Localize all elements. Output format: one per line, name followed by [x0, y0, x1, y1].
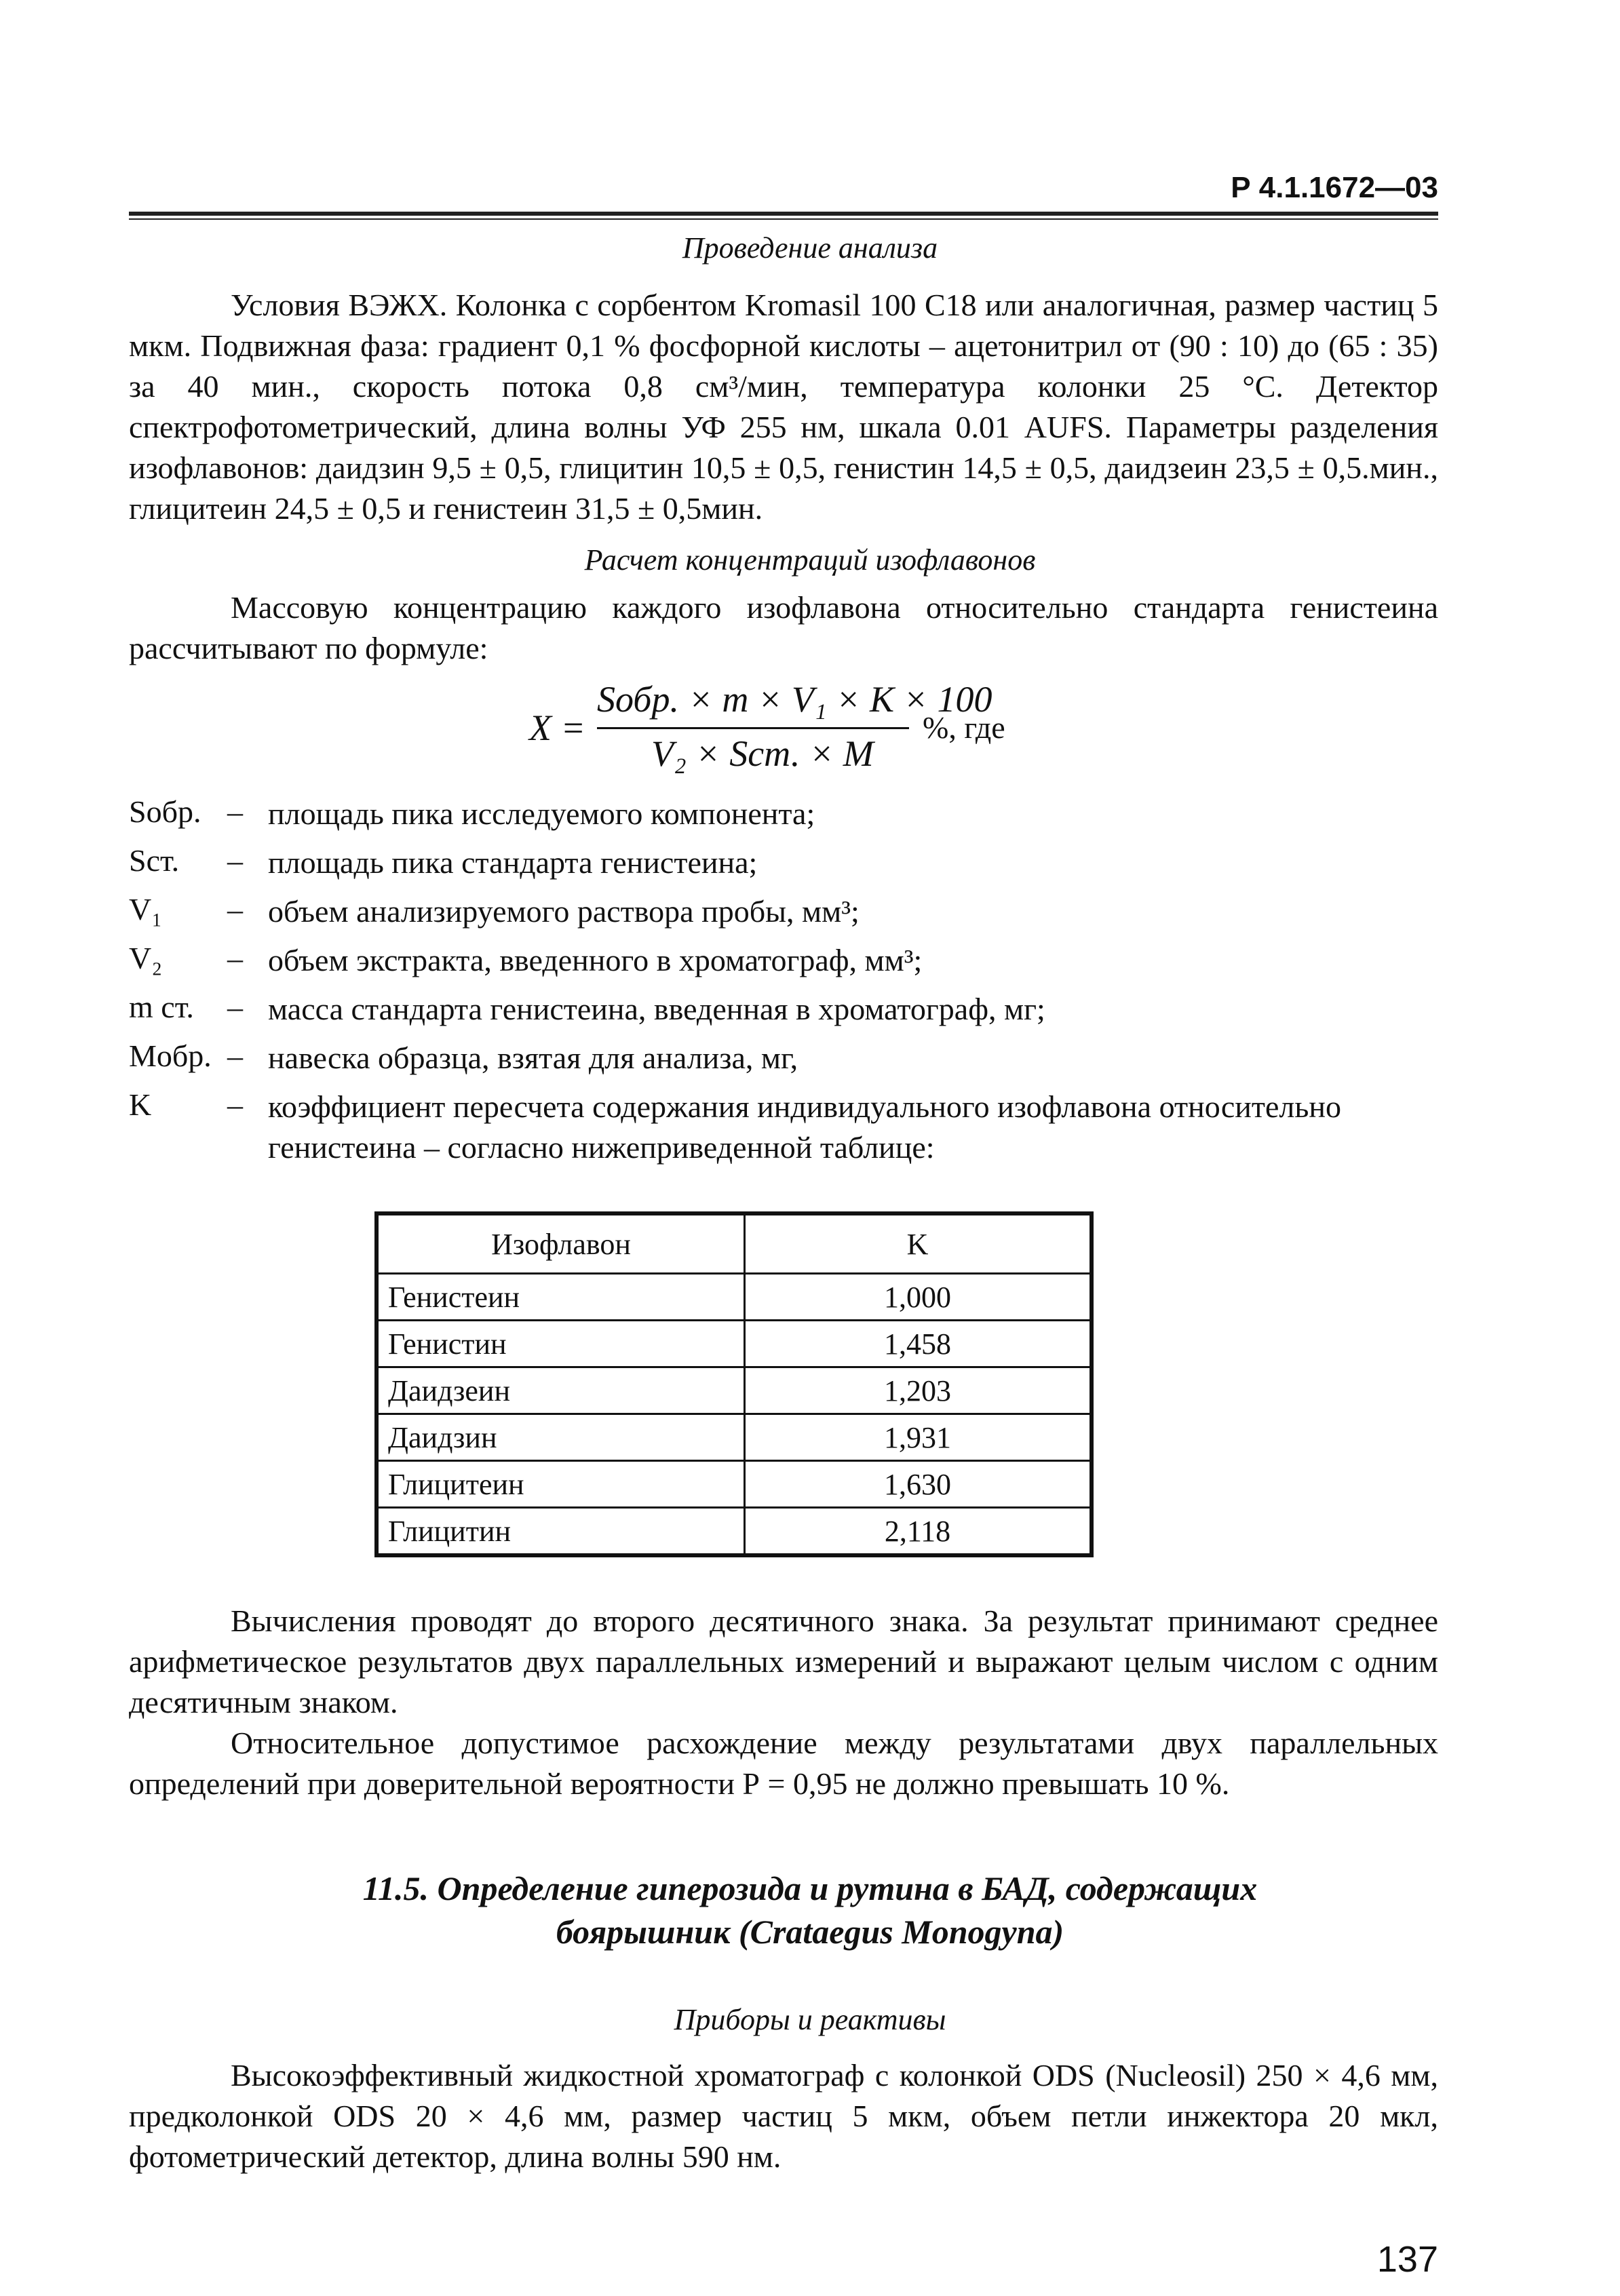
definition-dash: – [227, 892, 243, 927]
table-cell-value: 1,630 [745, 1461, 1092, 1508]
table-cell-value: 1,931 [745, 1414, 1092, 1461]
analysis-paragraph: Условия ВЭЖХ. Колонка с сорбентом Kromasil 100 C18 или аналогичная, размер частиц 5 мкм. Подвижная фаза: градиент 0,1 % фосфорной кислоты – ацетонитрил от (90 : 10) до (65 : 35) за 40 мин., скорость потока 0,8 см³/мин, температура колонки 25 °С. Детектор спектрофотометрический, длина волны УФ 255 нм, шкала 0.01 AUFS. Параметры разделения изофлавонов: даидзин 9,5 ± 0,5, глицитин 10,5 ± 0,5, генистин 14,5 ± 0,5, даидзеин 23,5 ± 0,5.мин., глицитеин 24,5 ± 0,5 и генистеин 31,5 ± 0,5мин. [129, 288, 1438, 526]
table-cell-name: Глицитин [377, 1508, 745, 1556]
formula-lhs: X = [529, 707, 585, 748]
definition-dash: – [227, 941, 243, 975]
column-header-k: K [745, 1213, 1092, 1274]
coefficient-table [374, 1211, 1094, 1557]
table-row [377, 1461, 1092, 1508]
definition-text: объем экстракта, введенного в хроматограф, мм³; [268, 943, 923, 977]
definition-symbol: Mобр. [129, 1038, 212, 1073]
definition-symbol: Sобр. [129, 794, 201, 829]
header-rule-thick [129, 212, 1438, 216]
table-cell-value: 1,000 [745, 1274, 1092, 1321]
definition-item [129, 989, 1438, 1038]
formula-numerator: Sобр. × m × V₁ × K × 100 [597, 679, 992, 720]
definition-symbol: Sст. [129, 843, 180, 878]
table-cell-name: Генистин [377, 1321, 745, 1367]
table-cell-value: 1,458 [745, 1321, 1092, 1367]
table-cell-name: Даидзеин [377, 1367, 745, 1414]
definition-item [129, 940, 1438, 989]
table-cell-value: 1,203 [745, 1367, 1092, 1414]
table-row [377, 1508, 1092, 1556]
table-cell-name: Даидзин [377, 1414, 745, 1461]
table-row [377, 1321, 1092, 1367]
definition-symbol: m ст. [129, 990, 194, 1024]
formula-denominator: V₂ × Sст. × M [651, 733, 874, 774]
instruments-paragraph: Высокоэффективный жидкостной хроматограф с колонкой ODS (Nucleosil) 250 × 4,6 мм, предколонкой ODS 20 × 4,6 мм, размер частиц 5 мкм, объем петли инжектора 20 мкл, фотометрический детектор, длина волны 590 нм. [129, 2058, 1438, 2174]
table-cell-name: Генистеин [377, 1274, 745, 1321]
calc-precision-paragraph: Вычисления проводят до второго десятичного знака. За результат принимают среднее арифметическое результатов двух параллельных измерений и выражают целым числом с одним десятичным знаком. [129, 1603, 1438, 1719]
definition-text: объем анализируемого раствора пробы, мм³; [268, 894, 860, 929]
definition-text: площадь пика стандарта генистеина; [268, 845, 758, 880]
definition-dash: – [227, 1038, 243, 1073]
section-title-line1: 11.5. Определение гиперозида и рутина в БАД, содержащих [362, 1869, 1258, 1907]
table-row [377, 1414, 1092, 1461]
definitions-list [129, 794, 1438, 1175]
section-title-line2: боярышник (Crataegus Monogупа) [556, 1913, 1064, 1951]
fraction-bar [597, 727, 909, 729]
instruments-heading: Приборы и реактивы [674, 2003, 946, 2036]
definition-item [129, 1038, 1438, 1087]
calc-intro: Массовую концентрацию каждого изофлавона относительно стандарта генистеина рассчитывают по формуле: [129, 590, 1438, 665]
definition-symbol: V₂ [129, 941, 163, 975]
definition-item [129, 842, 1438, 891]
definition-dash: – [227, 1087, 243, 1122]
definition-text: навеска образца, взятая для анализа, мг, [268, 1040, 798, 1075]
definition-item [129, 891, 1438, 940]
definition-text: масса стандарта генистеина, введенная в хроматограф, мг; [268, 992, 1045, 1026]
table-cell-name: Глицитеин [377, 1461, 745, 1508]
definition-symbol: K [129, 1087, 152, 1122]
header-rule-thin [129, 218, 1438, 220]
document-code: Р 4.1.1672—03 [1231, 171, 1438, 204]
definition-dash: – [227, 794, 243, 829]
column-header-isoflavone: Изофлавон [377, 1213, 745, 1274]
definition-symbol: V₁ [129, 892, 163, 927]
analysis-heading: Проведение анализа [682, 231, 938, 265]
table-row [377, 1274, 1092, 1321]
table-row [377, 1367, 1092, 1414]
calc-heading: Расчет концентраций изофлавонов [584, 543, 1036, 577]
page-number: 137 [1376, 2239, 1438, 2280]
definition-dash: – [227, 990, 243, 1024]
definition-text: коэффициент пересчета содержания индивидуального изофлавона относительно генистеина – согласно нижеприведенной таблице: [268, 1089, 1341, 1165]
definition-item [129, 794, 1438, 842]
tolerance-paragraph: Относительное допустимое расхождение между результатами двух параллельных определений при доверительной вероятности Р = 0,95 не должно превышать 10 %. [129, 1726, 1438, 1801]
formula [0, 678, 1620, 780]
table-cell-value: 2,118 [745, 1508, 1092, 1556]
table-header-row [377, 1213, 1092, 1274]
definition-text: площадь пика исследуемого компонента; [268, 796, 815, 831]
definition-dash: – [227, 843, 243, 878]
formula-suffix: %, где [923, 710, 1005, 745]
definition-item [129, 1087, 1438, 1175]
